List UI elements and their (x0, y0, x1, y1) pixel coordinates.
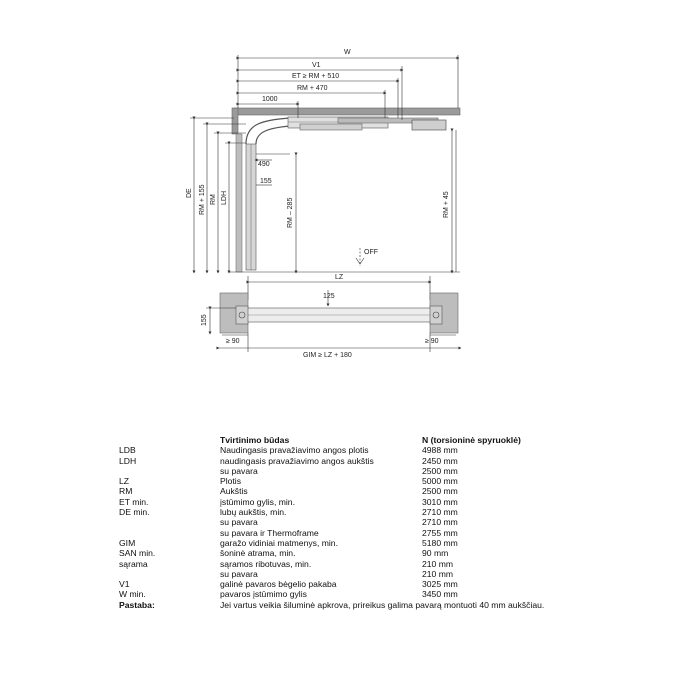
row-code: sąrama (119, 558, 148, 569)
label-1000: 1000 (262, 96, 278, 103)
label-lz: LZ (335, 274, 344, 281)
row-value: 2755 mm (422, 527, 458, 538)
row-description: su pavara (220, 465, 258, 476)
row-code: GIM (119, 537, 136, 548)
ceiling-slab (234, 108, 460, 115)
label-ldh: LDH (221, 190, 228, 205)
door-track-curve (246, 118, 290, 144)
row-description: sąramos ribotuvas, min. (220, 558, 312, 569)
label-rm470: RM + 470 (297, 85, 328, 92)
row-value: 2500 mm (422, 486, 458, 497)
row-description: pavaros įstūmimo gylis (220, 589, 307, 600)
label-rm45: RM + 45 (443, 191, 450, 218)
row-value: 3010 mm (422, 496, 458, 507)
label-w: W (344, 49, 351, 56)
label-et: ET ≥ RM + 510 (292, 73, 340, 80)
row-code: ET min. (119, 496, 149, 507)
row-code: RM (119, 486, 133, 497)
row-value: 3025 mm (422, 579, 458, 590)
label-off: OFF (364, 249, 378, 256)
label-ge90-left: ≥ 90 (226, 338, 240, 345)
wall-column (236, 134, 242, 272)
row-description: lubų aukštis, min. (220, 507, 287, 518)
row-code: V1 (119, 579, 130, 590)
row-value: 5000 mm (422, 476, 458, 487)
row-code: W min. (119, 589, 146, 600)
note-text: Jei vartus veikia šiluminė apkrova, prireikus galima pavarą montuoti 40 mm aukščiau. (220, 599, 545, 610)
row-value: 2710 mm (422, 517, 458, 528)
label-rm285: RM – 285 (287, 197, 294, 228)
row-code: LZ (119, 476, 130, 487)
label-v1: V1 (312, 62, 321, 69)
row-value: 2710 mm (422, 507, 458, 518)
label-155-top: 155 (260, 178, 272, 185)
row-value: 3450 mm (422, 589, 458, 600)
row-description: Plotis (220, 476, 242, 487)
row-value: 2450 mm (422, 455, 458, 466)
row-value: 2500 mm (422, 465, 458, 476)
label-125: 125 (323, 293, 335, 300)
row-value: 5180 mm (422, 537, 458, 548)
row-description: Aukštis (220, 486, 248, 497)
label-gim: GIM ≥ LZ + 180 (303, 352, 352, 359)
row-value: 210 mm (422, 568, 454, 579)
header-method: Tvirtinimo būdas (220, 435, 290, 445)
row-value: 210 mm (422, 558, 454, 569)
label-155-left: 155 (201, 314, 208, 326)
label-rm155: RM + 155 (199, 184, 206, 215)
row-value: 90 mm (422, 548, 449, 559)
note-label: Pastaba: (119, 599, 155, 610)
operator-unit (412, 120, 446, 130)
row-code: LDB (119, 445, 136, 456)
label-rm: RM (210, 194, 217, 205)
row-description: su pavara ir Thermoframe (220, 527, 319, 538)
row-code: SAN min. (119, 548, 156, 559)
label-ge90-right: ≥ 90 (425, 338, 439, 345)
lintel-wall (232, 108, 238, 134)
row-description: galinė pavaros bėgelio pakaba (220, 579, 337, 590)
label-de: DE (186, 188, 193, 198)
row-description: Naudingasis pravažiavimo angos plotis (220, 445, 369, 456)
row-description: naudingasis pravažiavimo angos aukštis (220, 455, 374, 466)
header-value: N (torsioninė spyruoklė) (422, 435, 521, 445)
row-code: LDH (119, 455, 137, 466)
row-description: su pavara (220, 517, 258, 528)
torsion-spring-shaft (300, 124, 362, 130)
plan-view (206, 276, 460, 352)
label-490: 490 (258, 161, 270, 168)
row-description: su pavara (220, 568, 258, 579)
row-description: garažo vidiniai matmenys, min. (220, 537, 338, 548)
row-value: 4988 mm (422, 445, 458, 456)
row-description: šoninė atrama, min. (220, 548, 296, 559)
row-code: DE min. (119, 507, 150, 518)
row-description: įstūmimo gylis, min. (220, 496, 295, 507)
